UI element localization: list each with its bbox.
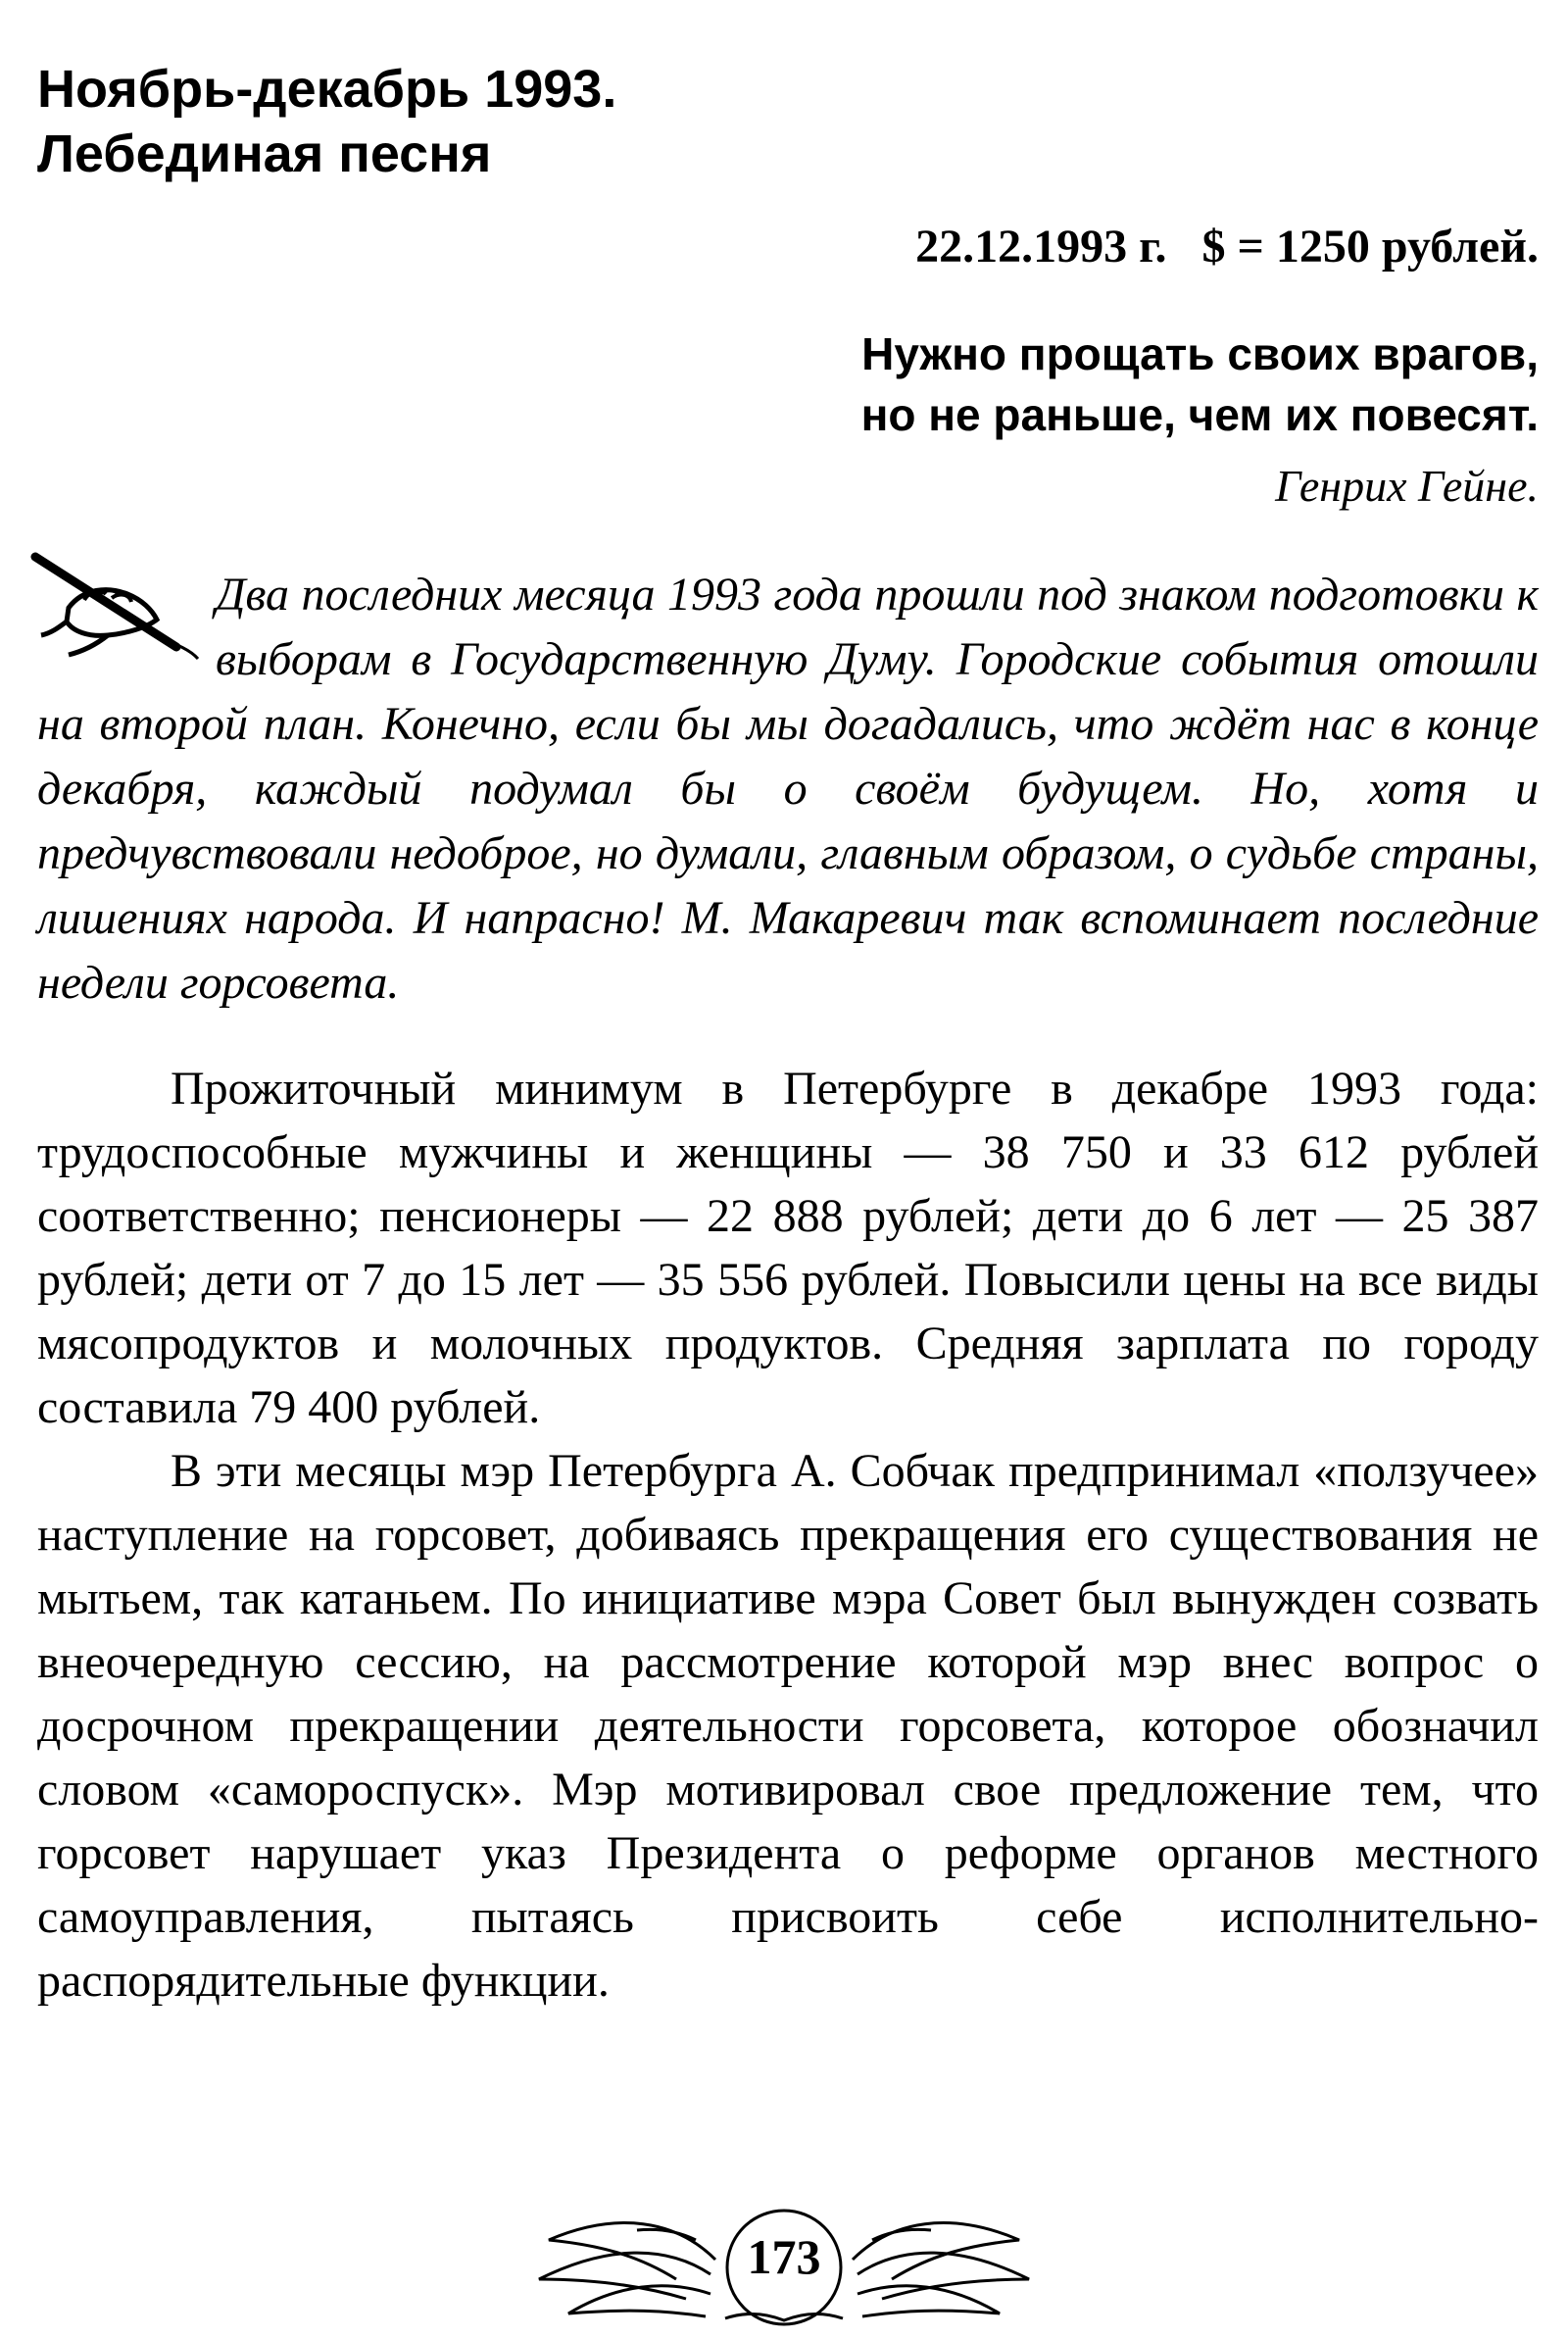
date-exchange-rate: 22.12.1993 г. $ = 1250 рублей.: [915, 221, 1539, 273]
epigraph-line-2: но не раньше, чем их повесят.: [860, 389, 1539, 440]
page-number: 173: [747, 2229, 821, 2284]
paragraph: Прожиточный минимум в Петербурге в декабре 1993 года: трудоспособные мужчины и женщины — 38 750 и 33 612 рублей соответственно; пенсионеры — 22 888 рублей; дети до 6 лет — 25 387 рублей; дети от 7 до 15 лет — 35 556 рублей. Повысили цены на все виды мясопродуктов и молочных продуктов. Средняя зарплата по городу составила 79 400 рублей.: [37, 1063, 1539, 1433]
epigraph: [559, 323, 1539, 445]
chapter-title-line-2: Лебединая песня: [37, 124, 492, 183]
paragraph: В эти месяцы мэр Петербурга А. Собчак предпринимал «ползучее» наступление на горсовет, добиваясь прекращения его существования не мытьем, так катаньем. По инициативе мэра Совет был вынужден созвать внеочередную сессию, на рассмотрение которой мэр внес вопрос о досрочном прекращении деятельности горсовета, которое обозначил словом «самороспуск». Мэр мотивировал свое предложение тем, что горсовет нарушает указ Президента о реформе органов местного самоуправления, пытаясь присвоить себе исполнительно-распорядительные функции.: [37, 1445, 1539, 2007]
intro-italic-paragraph: [37, 563, 1539, 1016]
epigraph-author: Генрих Гейне.: [1275, 461, 1539, 511]
chapter-title: [37, 57, 1017, 186]
intro-text: Два последних месяца 1993 года прошли под знаком подготовки к выборам в Государственную Думу. Городские события отошли на второй план. Конечно, если бы мы догадались, что ждёт нас в конце декабря, каждый подумал бы о своём будущем. Но, хотя и предчувствовали недоброе, но думали, главным образом, о судьбе страны, лишениях народа. И напрасно! М. Макаревич так вспоминает последние недели горсовета.: [37, 569, 1539, 1009]
chapter-title-line-1: Ноябрь-декабрь 1993.: [37, 60, 617, 119]
main-text: [37, 1057, 1539, 2013]
epigraph-line-1: Нужно прощать своих врагов,: [861, 328, 1539, 379]
